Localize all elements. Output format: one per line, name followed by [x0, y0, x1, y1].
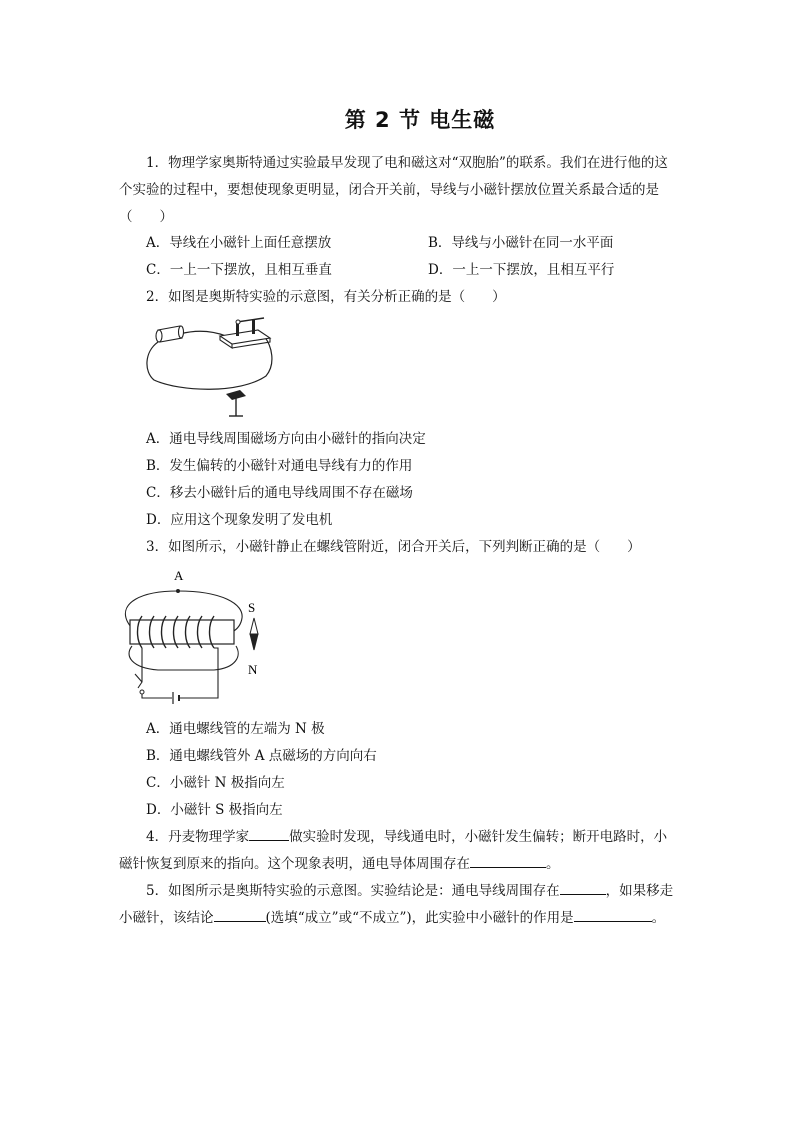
answer-blank [574, 907, 652, 922]
question-3-option-c: C．小磁针 N 极指向左 [146, 775, 285, 791]
switch-icon [135, 674, 144, 694]
point-a-label: A [174, 568, 184, 583]
compass-needle-icon [226, 390, 246, 416]
battery-icon [156, 326, 184, 342]
question-1-stem: 1．物理学家奥斯特通过实验最早发现了电和磁这对“双胞胎”的联系。我们在进行他的这个实验的过程中，要想使现象更明显，闭合开关前，导线与小磁针摆放位置关系最合适的是（ ） [119, 155, 668, 225]
battery-icon [173, 692, 179, 704]
question-1-option-c: C．一上一下摆放，且相互垂直 [146, 262, 332, 278]
oersted-experiment-figure [140, 312, 290, 424]
question-2-option-b: B．发生偏转的小磁针对通电导线有力的作用 [146, 458, 413, 474]
question-1-option-b: B．导线与小磁针在同一水平面 [428, 235, 614, 251]
question-2-stem: 2．如图是奥斯特实验的示意图，有关分析正确的是（ ） [146, 289, 506, 305]
question-2-option-d: D．应用这个现象发明了发电机 [146, 512, 333, 528]
section-title: 第 2 节 电生磁 [344, 108, 496, 132]
question-1-option-d: D．一上一下摆放，且相互平行 [428, 262, 615, 278]
compass-n-label: N [248, 662, 258, 677]
question-3-stem: 3．如图所示，小磁针静止在螺线管附近，闭合开关后，下列判断正确的是（ ） [146, 539, 641, 555]
question-3-option-b: B．通电螺线管外 A 点磁场的方向向右 [146, 748, 377, 764]
question-2-option-c: C．移去小磁针后的通电导线周围不存在磁场 [146, 485, 413, 501]
compass-s-label: S [248, 600, 256, 615]
question-1-option-a: A．导线在小磁针上面任意摆放 [146, 235, 332, 251]
solenoid-figure [118, 564, 278, 714]
question-4: 4．丹麦物理学家 做实验时发现，导线通电时，小磁针发生偏转；断开电路时，小磁针恢复到原来的指向。这个现象表明，通电导体周围存在 。 [119, 824, 679, 878]
question-3-option-a: A．通电螺线管的左端为 N 极 [146, 721, 325, 737]
question-5: 5．如图所示是奥斯特实验的示意图。实验结论是：通电导线周围存在 ，如果移走小磁针，该结论 (选填“成立”或“不成立”)，此实验中小磁针的作用是 。 [119, 878, 679, 932]
question-3-option-d: D．小磁针 S 极指向左 [146, 802, 283, 818]
answer-blank [560, 880, 606, 895]
compass-needle-icon [250, 618, 258, 650]
answer-blank [214, 907, 266, 922]
solenoid-core [130, 620, 234, 644]
answer-blank [470, 853, 546, 868]
question-2-option-a: A．通电导线周围磁场方向由小磁针的指向决定 [146, 431, 426, 447]
answer-blank [249, 826, 289, 841]
switch-icon [220, 318, 270, 348]
